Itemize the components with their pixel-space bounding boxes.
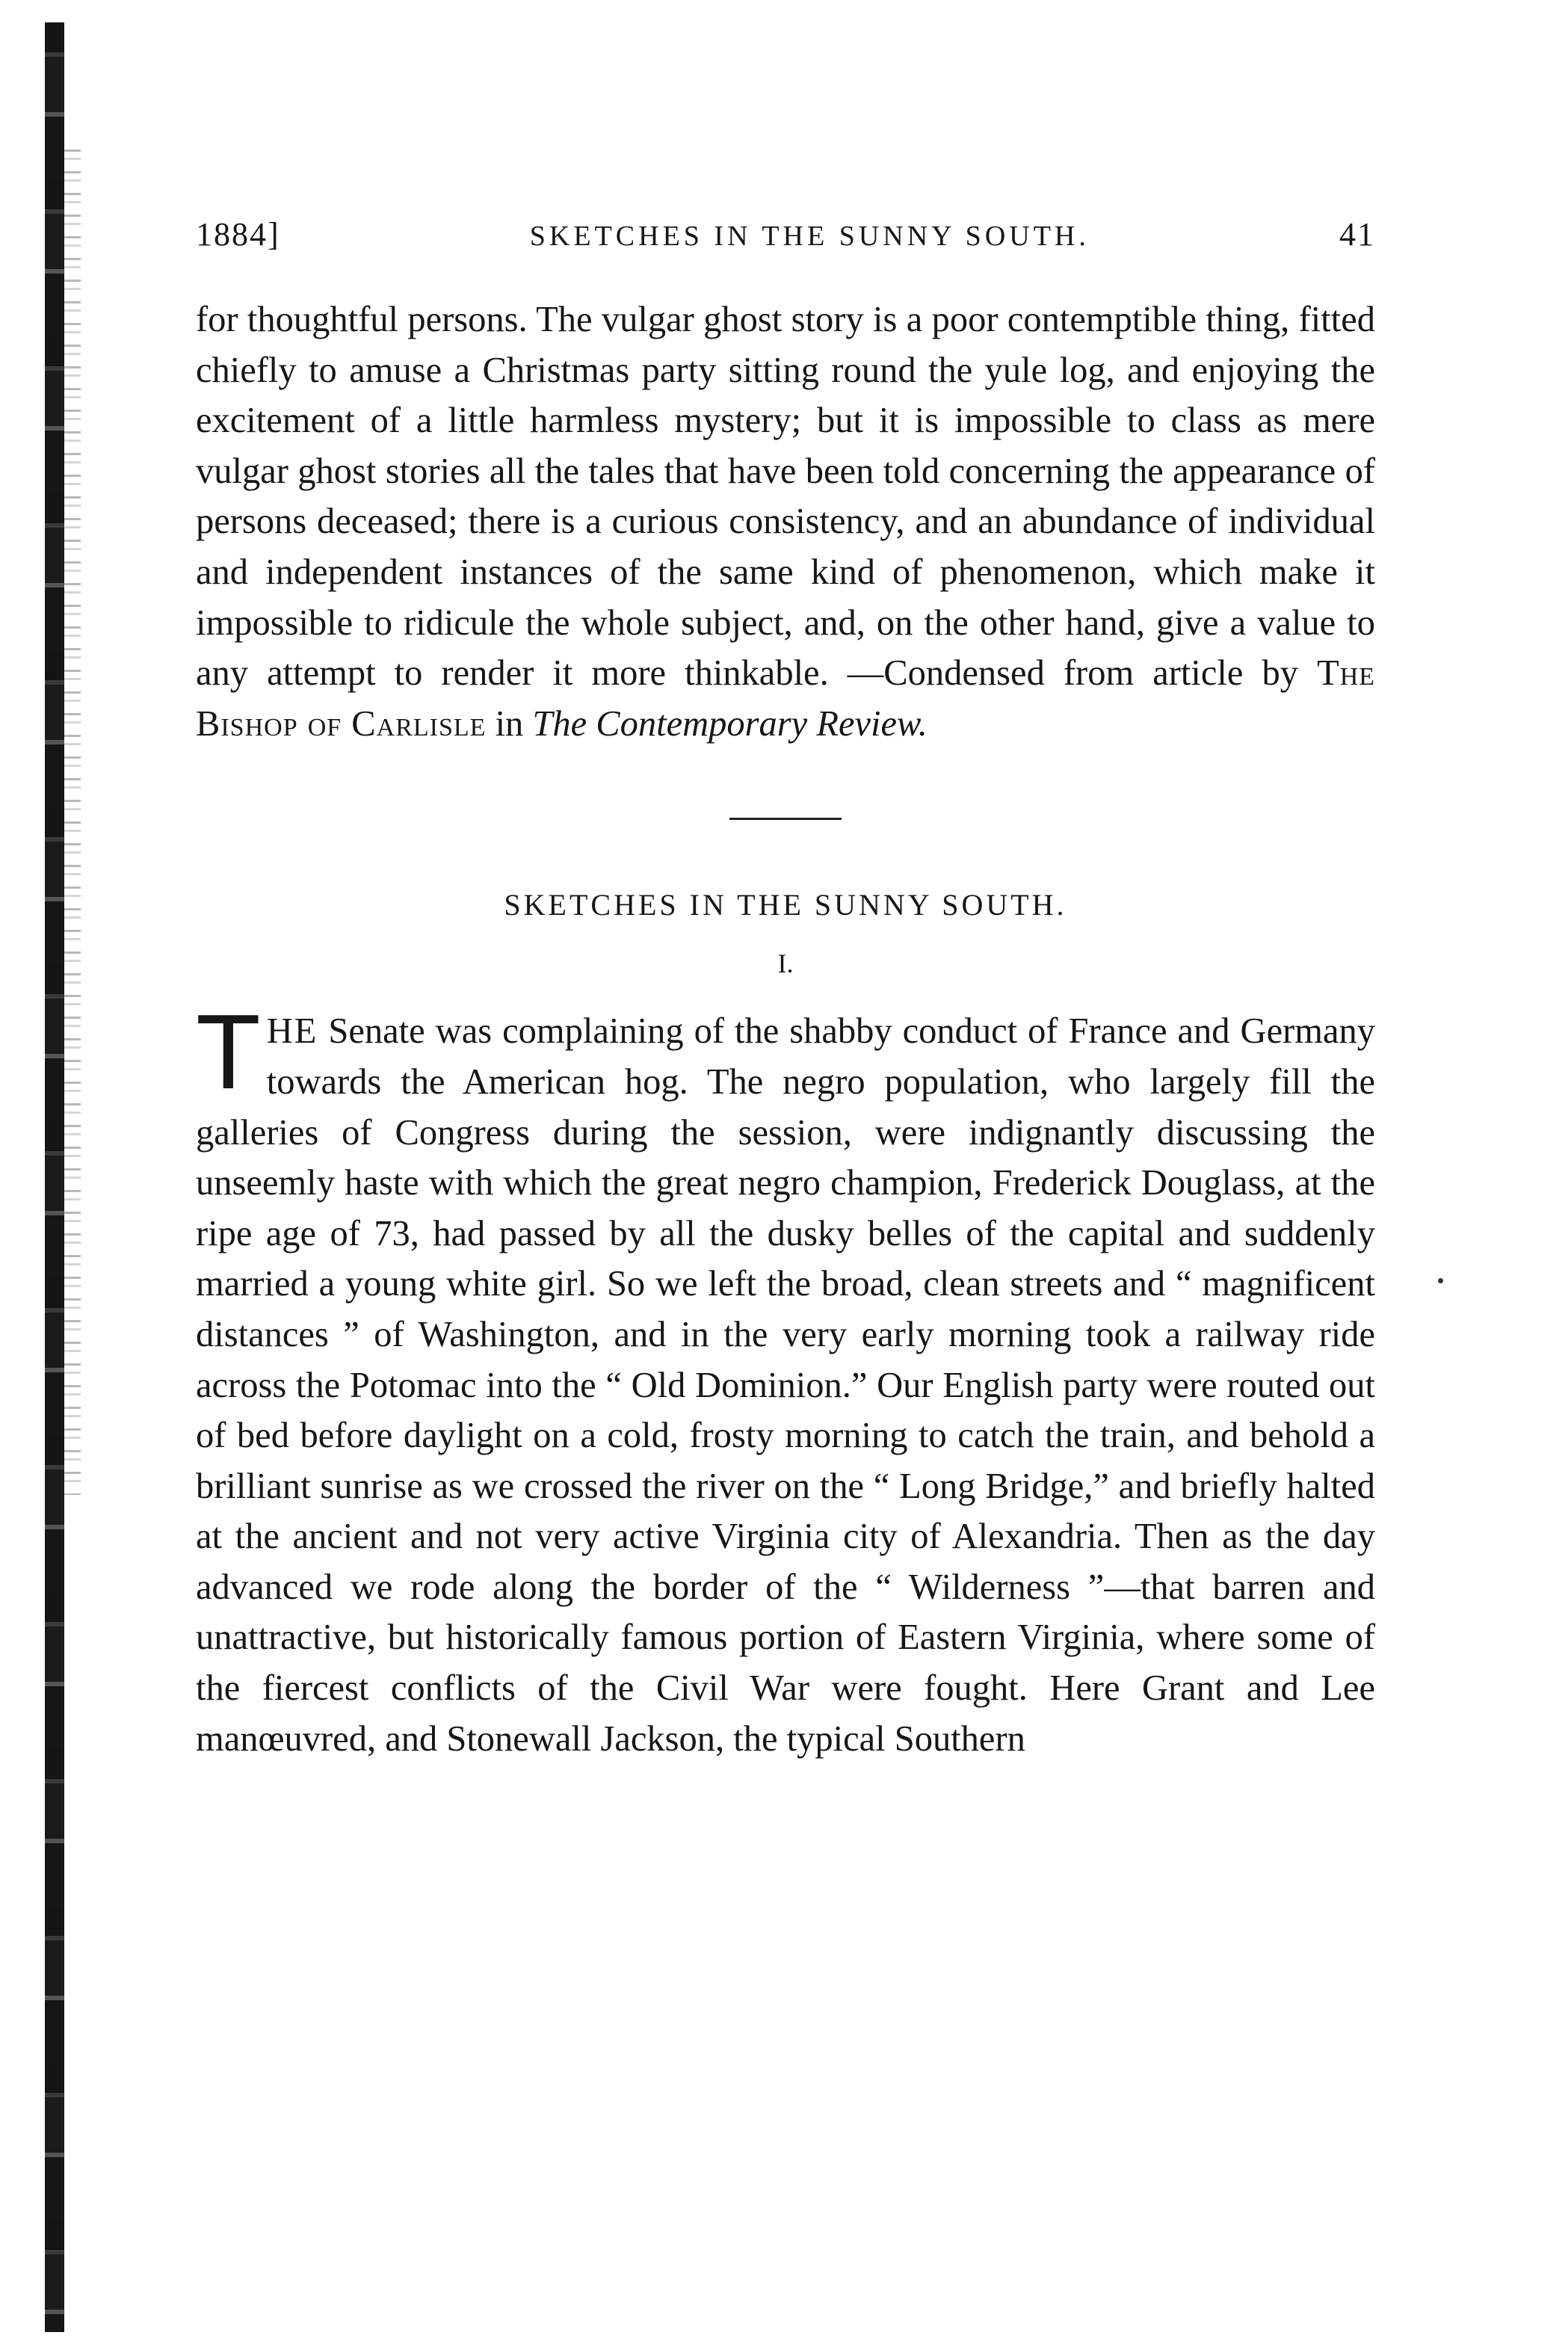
credit-publication: The Contemporary Review. [532, 703, 927, 744]
stray-mark [1438, 1278, 1443, 1283]
section-divider [729, 818, 842, 820]
credit-author: The Bishop of Carlisle [196, 653, 1376, 744]
article-body [196, 993, 1375, 1764]
first-word: HE [266, 1011, 318, 1052]
credit-in: in [486, 703, 533, 744]
binding-edge [45, 22, 64, 2332]
book-page [196, 215, 1375, 1764]
page-number: 41 [1339, 216, 1375, 253]
credit-prefix: —Condensed from article by [847, 653, 1318, 694]
article-title: SKETCHES IN THE SUNNY SOUTH. [504, 888, 1067, 922]
previous-article-text [196, 294, 1375, 749]
article-body-text: Senate was complaining of the shabby conduct of France and Germany towards the American hog. The negro population, who largely fill the galleries of Congress during the session, were indignantly discussing the unseemly haste with which the great negro champion, Frederick Douglass, at the ripe age of 73, had passed by all the dusky belles of the capital and suddenly married a young white girl. So we left the broad, clean streets and “ magnificent distances ” of Washington, and in the very early morning took a railway ride across the Potomac into the “ Old Dominion.” Our English party were routed out of bed before daylight on a cold, frosty morning to catch the train, and behold a brilliant sunrise as we crossed the river on the “ Long Bridge,” and briefly halted at the ancient and not very active Virginia city of Alexandria. Then as the day advanced we rode along the border of the “ Wilderness ”—that barren and unattractive, but historically famous portion of Eastern Virginia, where some of the fiercest conflicts of the Civil War were fought. Here Grant and Lee manœuvred, and Stonewall Jackson, the typical Southern [196, 1011, 1375, 1759]
running-head [196, 215, 1375, 263]
section-number: I. [777, 949, 794, 979]
drop-cap: T [196, 993, 261, 1112]
running-head-title: SKETCHES IN THE SUNNY SOUTH. [529, 220, 1090, 252]
previous-article-body: for thoughtful persons. The vulgar ghost story is a poor contemptible thing, fitted chiefly to amuse a Christmas party sitting round the yule log, and enjoying the excitement of a little harmless mystery; but it is impossible to class as mere vulgar ghost stories all the tales that have been told concerning the appearance of persons deceased; there is a curious consistency, and an abundance of individual and independent instances of the same kind of phenomenon, which make it impossible to ridicule the whole subject, and, on the other hand, give a value to any attempt to render it more thinkable. [196, 300, 1375, 694]
running-head-year: 1884] [196, 216, 280, 253]
binding-speckle [64, 149, 81, 1495]
